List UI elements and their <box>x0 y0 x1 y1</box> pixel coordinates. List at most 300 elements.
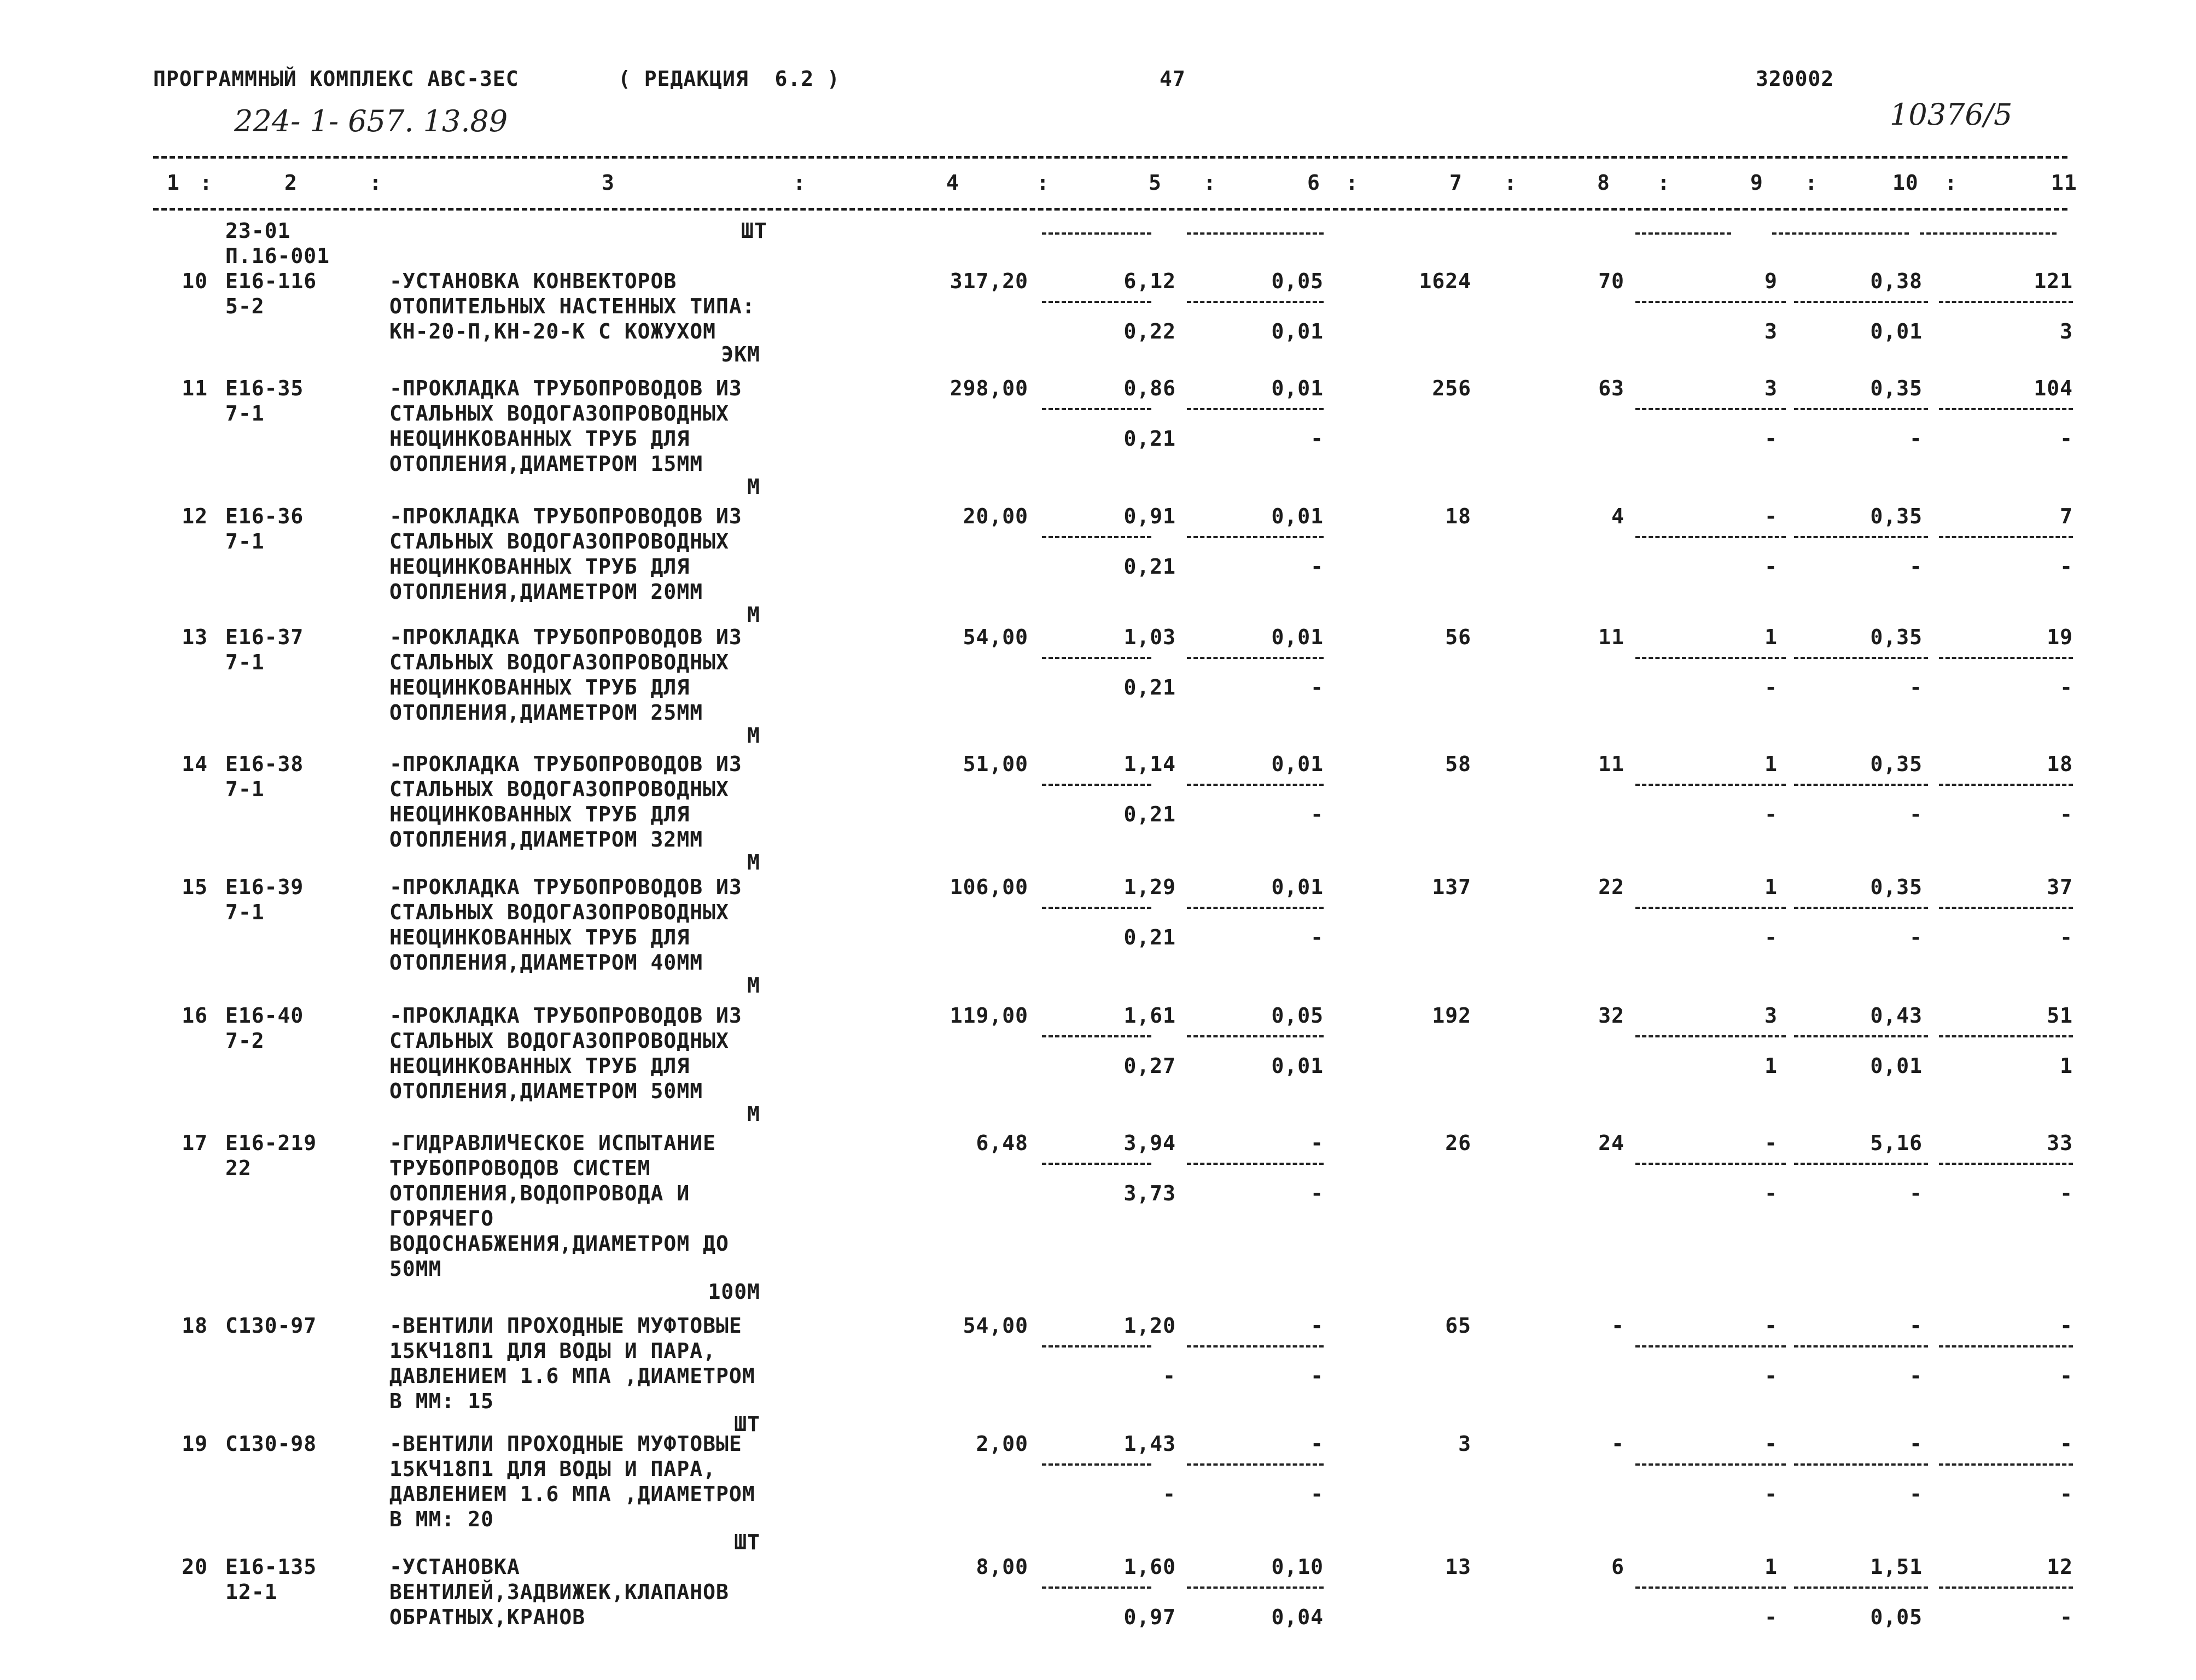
fraction-rule <box>1042 1345 1151 1348</box>
cell-col8: 32 <box>1598 1004 1624 1028</box>
row-description-line: НЕОЦИНКОВАННЫХ ТРУБ ДЛЯ <box>389 555 690 579</box>
cell-col7: 26 <box>1445 1131 1471 1155</box>
fraction-rule <box>1187 657 1324 659</box>
cell-col7: 65 <box>1445 1314 1471 1338</box>
cell-col4: 317,20 <box>950 269 1028 293</box>
row-number: 18 <box>182 1314 208 1338</box>
header-rule-bottom <box>153 208 2067 211</box>
row-description-line: ДАВЛЕНИЕМ 1.6 МПА ,ДИАМЕТРОМ <box>389 1364 755 1388</box>
cell-col4: 106,00 <box>950 875 1028 899</box>
cell-col5-lower: - <box>1163 1482 1176 1506</box>
fraction-rule <box>1635 536 1786 538</box>
row-unit: 100М <box>708 1280 760 1304</box>
cell-col5: 6,12 <box>1123 269 1176 293</box>
cell-col9-lower: - <box>1764 555 1778 579</box>
row-description-line: -ПРОКЛАДКА ТРУБОПРОВОДОВ ИЗ <box>389 1004 742 1028</box>
fraction-rule <box>1794 301 1928 303</box>
pre-unit: ШТ <box>741 219 767 243</box>
cell-col10: 0,43 <box>1870 1004 1923 1028</box>
row-description-line: СТАЛЬНЫХ ВОДОГАЗОПРОВОДНЫХ <box>389 777 729 801</box>
cell-col4: 54,00 <box>963 1314 1028 1338</box>
row-code: Е16-38 <box>225 752 304 776</box>
fraction-rule <box>1635 907 1786 909</box>
fraction-rule <box>1042 1035 1151 1037</box>
fraction-rule <box>1042 907 1151 909</box>
row-description-line: ВОДОСНАБЖЕНИЯ,ДИАМЕТРОМ ДО <box>389 1232 729 1256</box>
pre-code-2: П.16-001 <box>225 244 330 268</box>
cell-col11-lower: 3 <box>2060 319 2073 343</box>
row-description-line: -УСТАНОВКА КОНВЕКТОРОВ <box>389 269 677 293</box>
row-subcode: 7-1 <box>225 900 265 924</box>
cell-col4: 298,00 <box>950 376 1028 400</box>
cell-col7: 137 <box>1432 875 1471 899</box>
row-description-line: -ВЕНТИЛИ ПРОХОДНЫЕ МУФТОВЫЕ <box>389 1314 742 1338</box>
row-description-line: НЕОЦИНКОВАННЫХ ТРУБ ДЛЯ <box>389 802 690 826</box>
row-description-line: -ПРОКЛАДКА ТРУБОПРОВОДОВ ИЗ <box>389 625 742 649</box>
row-description-line: ОТОПИТЕЛЬНЫХ НАСТЕННЫХ ТИПА: <box>389 294 755 318</box>
cell-col11: 104 <box>2034 376 2073 400</box>
cell-col5-lower: 0,21 <box>1123 802 1176 826</box>
cell-col7: 56 <box>1445 625 1471 649</box>
row-description-line: -ПРОКЛАДКА ТРУБОПРОВОДОВ ИЗ <box>389 376 742 400</box>
fraction-rule <box>1635 1345 1786 1348</box>
row-number: 16 <box>182 1004 208 1028</box>
cell-col10: 0,35 <box>1870 504 1923 528</box>
cell-col9-lower: 1 <box>1764 1054 1778 1078</box>
fraction-rule <box>1187 907 1324 909</box>
cell-col6: 0,10 <box>1271 1555 1324 1579</box>
cell-col10: 0,35 <box>1870 752 1923 776</box>
column-separator: : <box>1203 171 1216 195</box>
cell-col9-lower: - <box>1764 925 1778 949</box>
cell-col4: 51,00 <box>963 752 1028 776</box>
cell-col7: 58 <box>1445 752 1471 776</box>
cell-col6: - <box>1310 1314 1324 1338</box>
cell-col6: 0,05 <box>1271 1004 1324 1028</box>
cell-col4: 119,00 <box>950 1004 1028 1028</box>
pre-row-rule <box>1920 232 2057 235</box>
fraction-rule <box>1794 784 1928 786</box>
fraction-rule <box>1794 1163 1928 1165</box>
program-title: ПРОГРАММНЫЙ КОМПЛЕКС АВС-3ЕС <box>153 67 519 91</box>
row-description-line: ОТОПЛЕНИЯ,ДИАМЕТРОМ 32ММ <box>389 827 703 851</box>
fraction-rule <box>1939 1463 2073 1466</box>
cell-col4: 6,48 <box>976 1131 1028 1155</box>
row-description-line: ОБРАТНЫХ,КРАНОВ <box>389 1605 586 1629</box>
cell-col6: 0,01 <box>1271 376 1324 400</box>
cell-col8: 11 <box>1598 625 1624 649</box>
cell-col9: 3 <box>1764 376 1778 400</box>
cell-col9-lower: 3 <box>1764 319 1778 343</box>
cell-col11: 7 <box>2060 504 2073 528</box>
cell-col6-lower: - <box>1310 675 1324 699</box>
fraction-rule <box>1794 907 1928 909</box>
fraction-rule <box>1939 1163 2073 1165</box>
cell-col5-lower: 0,21 <box>1123 925 1176 949</box>
row-description-line: -УСТАНОВКА <box>389 1555 520 1579</box>
fraction-rule <box>1939 907 2073 909</box>
row-code: Е16-219 <box>225 1131 317 1155</box>
pre-row-rule <box>1187 232 1324 235</box>
fraction-rule <box>1042 1163 1151 1165</box>
row-description-line: ГОРЯЧЕГО <box>389 1206 494 1230</box>
header-rule-top <box>153 156 2067 159</box>
row-code: С130-98 <box>225 1432 317 1456</box>
row-code: Е16-135 <box>225 1555 317 1579</box>
row-unit: М <box>747 475 760 499</box>
column-separator: : <box>1657 171 1670 195</box>
fraction-rule <box>1794 1586 1928 1589</box>
fraction-rule <box>1939 301 2073 303</box>
column-header-5: 5 <box>1149 171 1162 195</box>
cell-col10-lower: - <box>1909 555 1923 579</box>
fraction-rule <box>1794 408 1928 410</box>
fraction-rule <box>1794 657 1928 659</box>
fraction-rule <box>1635 1586 1786 1589</box>
fraction-rule <box>1635 784 1786 786</box>
row-number: 15 <box>182 875 208 899</box>
fraction-rule <box>1042 1586 1151 1589</box>
cell-col10-lower: 0,01 <box>1870 1054 1923 1078</box>
fraction-rule <box>1939 657 2073 659</box>
cell-col8: - <box>1611 1432 1624 1456</box>
cell-col6: 0,01 <box>1271 875 1324 899</box>
fraction-rule <box>1042 301 1151 303</box>
column-header-1: 1 <box>167 171 180 195</box>
row-description-line: СТАЛЬНЫХ ВОДОГАЗОПРОВОДНЫХ <box>389 529 729 553</box>
cell-col9-lower: - <box>1764 1605 1778 1629</box>
cell-col6: 0,01 <box>1271 504 1324 528</box>
cell-col5-lower: 0,22 <box>1123 319 1176 343</box>
cell-col5: 3,94 <box>1123 1131 1176 1155</box>
column-separator: : <box>793 171 806 195</box>
row-description-line: В ММ: 20 <box>389 1507 494 1531</box>
cell-col5: 0,86 <box>1123 376 1176 400</box>
row-description-line: -ПРОКЛАДКА ТРУБОПРОВОДОВ ИЗ <box>389 752 742 776</box>
row-code: Е16-35 <box>225 376 304 400</box>
cell-col9: 1 <box>1764 625 1778 649</box>
row-subcode: 7-1 <box>225 401 265 425</box>
fraction-rule <box>1187 301 1324 303</box>
cell-col5: 1,60 <box>1123 1555 1176 1579</box>
cell-col10: 0,35 <box>1870 875 1923 899</box>
cell-col10: 5,16 <box>1870 1131 1923 1155</box>
cell-col6-lower: - <box>1310 925 1324 949</box>
row-description-line: ОТОПЛЕНИЯ,ДИАМЕТРОМ 25ММ <box>389 701 703 725</box>
pre-row-rule <box>1772 232 1909 235</box>
cell-col11-lower: - <box>2060 555 2073 579</box>
row-number: 19 <box>182 1432 208 1456</box>
cell-col4: 2,00 <box>976 1432 1028 1456</box>
fraction-rule <box>1635 1463 1786 1466</box>
cell-col10-lower: - <box>1909 1482 1923 1506</box>
cell-col9: - <box>1764 1314 1778 1338</box>
row-code: Е16-37 <box>225 625 304 649</box>
cell-col10-lower: - <box>1909 1364 1923 1388</box>
edition-label: ( РЕДАКЦИЯ 6.2 ) <box>618 67 840 91</box>
row-description-line: ВЕНТИЛЕЙ,ЗАДВИЖЕК,КЛАПАНОВ <box>389 1580 729 1604</box>
column-header-2: 2 <box>284 171 298 195</box>
row-description-line: В ММ: 15 <box>389 1389 494 1413</box>
row-description-line: -ГИДРАВЛИЧЕСКОЕ ИСПЫТАНИЕ <box>389 1131 716 1155</box>
cell-col5-lower: 0,21 <box>1123 427 1176 451</box>
cell-col5-lower: 0,27 <box>1123 1054 1176 1078</box>
row-description-line: НЕОЦИНКОВАННЫХ ТРУБ ДЛЯ <box>389 925 690 949</box>
column-header-7: 7 <box>1449 171 1463 195</box>
pre-row-rule <box>1042 232 1151 235</box>
row-description-line: СТАЛЬНЫХ ВОДОГАЗОПРОВОДНЫХ <box>389 900 729 924</box>
cell-col5: 1,43 <box>1123 1432 1176 1456</box>
cell-col6-lower: - <box>1310 555 1324 579</box>
cell-col8: 4 <box>1611 504 1624 528</box>
handwritten-designation: 224- 1- 657. 13.89 <box>234 104 508 138</box>
cell-col8: 70 <box>1598 269 1624 293</box>
column-header-6: 6 <box>1307 171 1320 195</box>
row-code: С130-97 <box>225 1314 317 1338</box>
row-number: 11 <box>182 376 208 400</box>
cell-col7: 3 <box>1458 1432 1471 1456</box>
fraction-rule <box>1635 657 1786 659</box>
fraction-rule <box>1939 1345 2073 1348</box>
cell-col6: 0,01 <box>1271 625 1324 649</box>
fraction-rule <box>1794 1463 1928 1466</box>
cell-col8: 11 <box>1598 752 1624 776</box>
row-description-line: НЕОЦИНКОВАННЫХ ТРУБ ДЛЯ <box>389 427 690 451</box>
handwritten-sheet-number: 10376/5 <box>1890 97 2013 132</box>
cell-col11: 37 <box>2047 875 2073 899</box>
column-header-10: 10 <box>1892 171 1919 195</box>
fraction-rule <box>1939 536 2073 538</box>
fraction-rule <box>1042 657 1151 659</box>
cell-col6-lower: 0,01 <box>1271 319 1324 343</box>
row-description-line: ТРУБОПРОВОДОВ СИСТЕМ <box>389 1156 651 1180</box>
row-description-line: ОТОПЛЕНИЯ,ДИАМЕТРОМ 20ММ <box>389 580 703 604</box>
cell-col10-lower: 0,05 <box>1870 1605 1923 1629</box>
row-description-line: -ПРОКЛАДКА ТРУБОПРОВОДОВ ИЗ <box>389 504 742 528</box>
row-description-line: ОТОПЛЕНИЯ,ДИАМЕТРОМ 40ММ <box>389 950 703 975</box>
pre-row-rule <box>1635 232 1731 235</box>
cell-col9-lower: - <box>1764 1181 1778 1205</box>
fraction-rule <box>1187 1163 1324 1165</box>
column-header-11: 11 <box>2051 171 2077 195</box>
row-code: Е16-116 <box>225 269 317 293</box>
row-unit: ЭКМ <box>721 342 760 366</box>
cell-col5-lower: - <box>1163 1364 1176 1388</box>
cell-col5: 1,14 <box>1123 752 1176 776</box>
cell-col10-lower: - <box>1909 802 1923 826</box>
row-description-line: 50ММ <box>389 1257 442 1281</box>
row-code: Е16-39 <box>225 875 304 899</box>
column-header-3: 3 <box>602 171 615 195</box>
cell-col7: 13 <box>1445 1555 1471 1579</box>
cell-col10: 0,35 <box>1870 376 1923 400</box>
column-separator: : <box>1036 171 1050 195</box>
row-subcode: 22 <box>225 1156 252 1180</box>
row-unit: М <box>747 724 760 748</box>
cell-col8: 6 <box>1611 1555 1624 1579</box>
row-subcode: 7-1 <box>225 529 265 553</box>
fraction-rule <box>1635 1035 1786 1037</box>
cell-col6-lower: - <box>1310 802 1324 826</box>
cell-col11: 51 <box>2047 1004 2073 1028</box>
cell-col5: 0,91 <box>1123 504 1176 528</box>
row-description-line: НЕОЦИНКОВАННЫХ ТРУБ ДЛЯ <box>389 675 690 699</box>
column-separator: : <box>1345 171 1359 195</box>
fraction-rule <box>1042 1463 1151 1466</box>
cell-col9: 3 <box>1764 1004 1778 1028</box>
cell-col6: 0,05 <box>1271 269 1324 293</box>
row-number: 17 <box>182 1131 208 1155</box>
cell-col7: 256 <box>1432 376 1471 400</box>
cell-col9: - <box>1764 1432 1778 1456</box>
cell-col11: 19 <box>2047 625 2073 649</box>
cell-col8: - <box>1611 1314 1624 1338</box>
column-separator: : <box>1944 171 1958 195</box>
cell-col6-lower: 0,01 <box>1271 1054 1324 1078</box>
cell-col4: 8,00 <box>976 1555 1028 1579</box>
row-description-line: ОТОПЛЕНИЯ,ВОДОПРОВОДА И <box>389 1181 690 1205</box>
cell-col11-lower: - <box>2060 802 2073 826</box>
cell-col5: 1,29 <box>1123 875 1176 899</box>
cell-col9-lower: - <box>1764 427 1778 451</box>
cell-col5: 1,03 <box>1123 625 1176 649</box>
cell-col4: 54,00 <box>963 625 1028 649</box>
cell-col6-lower: - <box>1310 1364 1324 1388</box>
cell-col11: 18 <box>2047 752 2073 776</box>
column-separator: : <box>200 171 213 195</box>
cell-col10-lower: - <box>1909 925 1923 949</box>
row-number: 10 <box>182 269 208 293</box>
row-subcode: 7-2 <box>225 1029 265 1053</box>
row-description-line: ОТОПЛЕНИЯ,ДИАМЕТРОМ 50ММ <box>389 1079 703 1103</box>
fraction-rule <box>1939 784 2073 786</box>
column-header-9: 9 <box>1750 171 1763 195</box>
cell-col10: 0,38 <box>1870 269 1923 293</box>
cell-col8: 63 <box>1598 376 1624 400</box>
fraction-rule <box>1187 408 1324 410</box>
fraction-rule <box>1939 1035 2073 1037</box>
cell-col9: 1 <box>1764 1555 1778 1579</box>
cell-col6-lower: - <box>1310 427 1324 451</box>
cell-col9: - <box>1764 1131 1778 1155</box>
cell-col8: 24 <box>1598 1131 1624 1155</box>
page-number: 47 <box>1160 67 1186 91</box>
row-unit: М <box>747 603 760 627</box>
cell-col10: 1,51 <box>1870 1555 1923 1579</box>
cell-col5: 1,20 <box>1123 1314 1176 1338</box>
row-subcode: 7-1 <box>225 777 265 801</box>
fraction-rule <box>1794 1035 1928 1037</box>
column-separator: : <box>1805 171 1818 195</box>
row-number: 13 <box>182 625 208 649</box>
cell-col9-lower: - <box>1764 802 1778 826</box>
cell-col4: 20,00 <box>963 504 1028 528</box>
row-description-line: -ПРОКЛАДКА ТРУБОПРОВОДОВ ИЗ <box>389 875 742 899</box>
pre-code: 23-01 <box>225 219 291 243</box>
fraction-rule <box>1187 1035 1324 1037</box>
row-number: 20 <box>182 1555 208 1579</box>
row-description-line: СТАЛЬНЫХ ВОДОГАЗОПРОВОДНЫХ <box>389 401 729 425</box>
cell-col11-lower: - <box>2060 925 2073 949</box>
cell-col11: 33 <box>2047 1131 2073 1155</box>
fraction-rule <box>1794 1345 1928 1348</box>
cell-col11-lower: - <box>2060 427 2073 451</box>
fraction-rule <box>1187 784 1324 786</box>
cell-col5-lower: 0,21 <box>1123 555 1176 579</box>
cell-col11-lower: - <box>2060 1181 2073 1205</box>
row-unit: ШТ <box>734 1530 760 1554</box>
cell-col10: - <box>1909 1432 1923 1456</box>
cell-col11: - <box>2060 1432 2073 1456</box>
cell-col9: - <box>1764 504 1778 528</box>
cell-col9: 1 <box>1764 752 1778 776</box>
row-number: 12 <box>182 504 208 528</box>
cell-col11: - <box>2060 1314 2073 1338</box>
fraction-rule <box>1187 1586 1324 1589</box>
row-unit: ШТ <box>734 1412 760 1436</box>
fraction-rule <box>1939 1586 2073 1589</box>
cell-col7: 192 <box>1432 1004 1471 1028</box>
row-code: Е16-40 <box>225 1004 304 1028</box>
fraction-rule <box>1042 408 1151 410</box>
row-description-line: ОТОПЛЕНИЯ,ДИАМЕТРОМ 15ММ <box>389 452 703 476</box>
cell-col11-lower: - <box>2060 1482 2073 1506</box>
cell-col9-lower: - <box>1764 675 1778 699</box>
cell-col5-lower: 3,73 <box>1123 1181 1176 1205</box>
fraction-rule <box>1635 1163 1786 1165</box>
column-header-4: 4 <box>946 171 959 195</box>
row-description-line: КН-20-П,КН-20-К С КОЖУХОМ <box>389 319 716 343</box>
row-description-line: 15КЧ18П1 ДЛЯ ВОДЫ И ПАРА, <box>389 1457 716 1481</box>
cell-col8: 22 <box>1598 875 1624 899</box>
row-unit: М <box>747 973 760 998</box>
cell-col10-lower: - <box>1909 1181 1923 1205</box>
row-description-line: ДАВЛЕНИЕМ 1.6 МПА ,ДИАМЕТРОМ <box>389 1482 755 1506</box>
cell-col6: - <box>1310 1131 1324 1155</box>
cell-col11: 121 <box>2034 269 2073 293</box>
row-description-line: НЕОЦИНКОВАННЫХ ТРУБ ДЛЯ <box>389 1054 690 1078</box>
cell-col10-lower: 0,01 <box>1870 319 1923 343</box>
cell-col9-lower: - <box>1764 1364 1778 1388</box>
column-header-8: 8 <box>1597 171 1610 195</box>
fraction-rule <box>1939 408 2073 410</box>
row-description-line: -ВЕНТИЛИ ПРОХОДНЫЕ МУФТОВЫЕ <box>389 1432 742 1456</box>
row-unit: М <box>747 1102 760 1126</box>
cell-col10: - <box>1909 1314 1923 1338</box>
cell-col10-lower: - <box>1909 675 1923 699</box>
cell-col11-lower: - <box>2060 675 2073 699</box>
cell-col6: 0,01 <box>1271 752 1324 776</box>
fraction-rule <box>1042 536 1151 538</box>
cell-col10-lower: - <box>1909 427 1923 451</box>
row-subcode: 12-1 <box>225 1580 278 1604</box>
fraction-rule <box>1042 784 1151 786</box>
row-subcode: 7-1 <box>225 650 265 674</box>
cell-col7: 18 <box>1445 504 1471 528</box>
document-code: 320002 <box>1756 67 1834 91</box>
cell-col11-lower: - <box>2060 1364 2073 1388</box>
cell-col10: 0,35 <box>1870 625 1923 649</box>
fraction-rule <box>1187 1463 1324 1466</box>
fraction-rule <box>1794 536 1928 538</box>
cell-col5: 1,61 <box>1123 1004 1176 1028</box>
cell-col11-lower: - <box>2060 1605 2073 1629</box>
cell-col6-lower: - <box>1310 1482 1324 1506</box>
cell-col9: 1 <box>1764 875 1778 899</box>
cell-col11-lower: 1 <box>2060 1054 2073 1078</box>
cell-col9: 9 <box>1764 269 1778 293</box>
row-number: 14 <box>182 752 208 776</box>
